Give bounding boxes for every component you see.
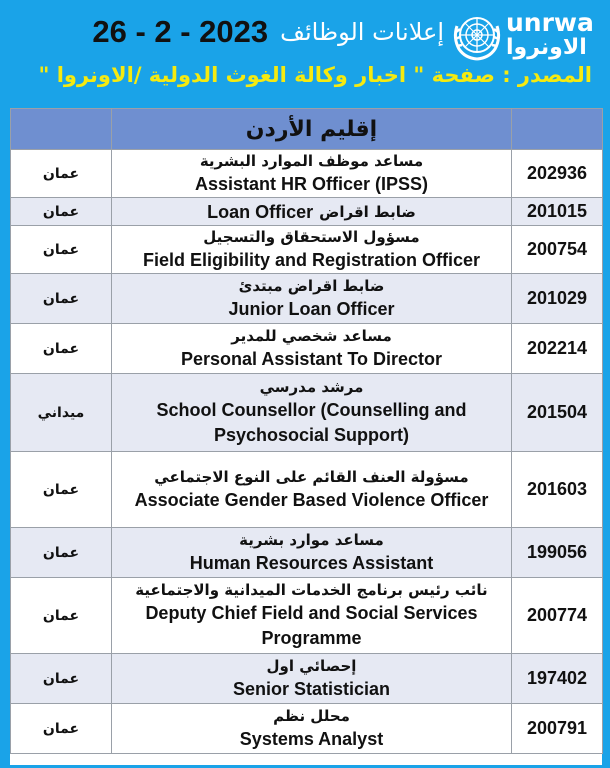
row-number: 200791 (512, 704, 603, 754)
unrwa-logo (450, 6, 600, 62)
row-location: عمان (11, 452, 112, 528)
title-ar: مرشد مدرسي (259, 378, 364, 396)
table-header-row (11, 109, 603, 150)
title-en: Human Resources Assistant (189, 552, 434, 573)
title-en: Loan Officer (207, 201, 314, 222)
table-row (11, 324, 603, 374)
table-row (11, 654, 603, 704)
title-en: Assistant HR Officer (IPSS) (194, 173, 429, 194)
row-title (112, 226, 512, 274)
un-emblem-icon (450, 8, 504, 62)
table-row (11, 452, 603, 528)
page-header (0, 0, 610, 100)
table-row (11, 274, 603, 324)
title-en: Field Eligibility and Registration Officer (142, 249, 481, 270)
title-ar: نائب رئيس برنامج الخدمات الميدانية والاجتماعية (135, 581, 488, 599)
row-number: 202214 (512, 324, 603, 374)
row-number: 197402 (512, 654, 603, 704)
row-location: ميداني (11, 374, 112, 452)
title-en: Associate Gender Based Violence Officer (134, 489, 489, 510)
title-en: Senior Statistician (232, 678, 391, 699)
row-number: 201504 (512, 374, 603, 452)
row-number: 202936 (512, 150, 603, 198)
title-en: School Counsellor (Counselling and Psychosocial Support) (156, 400, 467, 445)
title-ar: مسؤولة العنف القائم على النوع الاجتماعي (154, 467, 469, 486)
table-row (11, 198, 603, 226)
row-title (112, 324, 512, 374)
title-en: Personal Assistant To Director (180, 348, 443, 369)
table-row (11, 374, 603, 452)
title-en: Systems Analyst (239, 728, 384, 749)
source-line: المصدر : صفحة " اخبار وكالة الغوث الدولية /الاونروا " (38, 63, 592, 87)
row-location: عمان (11, 324, 112, 374)
title-ar: مساعد شخصي للمدير (231, 326, 392, 345)
title-ar: مساعد موظف الموارد البشرية (199, 151, 424, 170)
title-ar: محلل نظم (273, 706, 350, 725)
row-title (112, 198, 512, 226)
table-row (11, 704, 603, 754)
row-location: عمان (11, 578, 112, 654)
brand-ar: الاونروا (506, 35, 587, 60)
title-en: Junior Loan Officer (228, 298, 395, 319)
table-row (11, 226, 603, 274)
jobs-table (10, 108, 602, 765)
table-row (11, 528, 603, 578)
title-arabic: إعلانات الوظائف (280, 18, 444, 46)
row-number: 201029 (512, 274, 603, 324)
row-title (112, 374, 512, 452)
row-number: 201603 (512, 452, 603, 528)
row-title (112, 654, 512, 704)
page-title (14, 8, 444, 56)
title-ar: ضابط اقراض مبتدئ (238, 276, 385, 295)
row-title (112, 578, 512, 654)
header-cell-number (512, 109, 603, 150)
row-title (112, 274, 512, 324)
row-location: عمان (11, 654, 112, 704)
logo-text (506, 10, 594, 60)
row-number: 201015 (512, 198, 603, 226)
row-number: 200754 (512, 226, 603, 274)
region-header: إقليم الأردن (112, 109, 512, 150)
brand-en: unrwa (506, 8, 594, 37)
table-row (11, 150, 603, 198)
title-en: Deputy Chief Field and Social Services Programme (145, 603, 478, 648)
row-number: 199056 (512, 528, 603, 578)
row-number: 200774 (512, 578, 603, 654)
row-location: عمان (11, 150, 112, 198)
row-location: عمان (11, 198, 112, 226)
table-row (11, 578, 603, 654)
title-ar: إحصائي اول (266, 656, 357, 675)
row-title (112, 528, 512, 578)
header-cell-location (11, 109, 112, 150)
title-ar: ضابط اقراض (319, 202, 416, 221)
title-ar: مسؤول الاستحقاق والتسجيل (203, 227, 420, 246)
title-date: 26 - 2 - 2023 (92, 14, 269, 49)
row-title (112, 704, 512, 754)
row-location: عمان (11, 704, 112, 754)
title-ar: مساعد موارد بشرية (239, 530, 384, 549)
row-location: عمان (11, 274, 112, 324)
row-location: عمان (11, 226, 112, 274)
row-location: عمان (11, 528, 112, 578)
row-title (112, 452, 512, 528)
row-title (112, 150, 512, 198)
